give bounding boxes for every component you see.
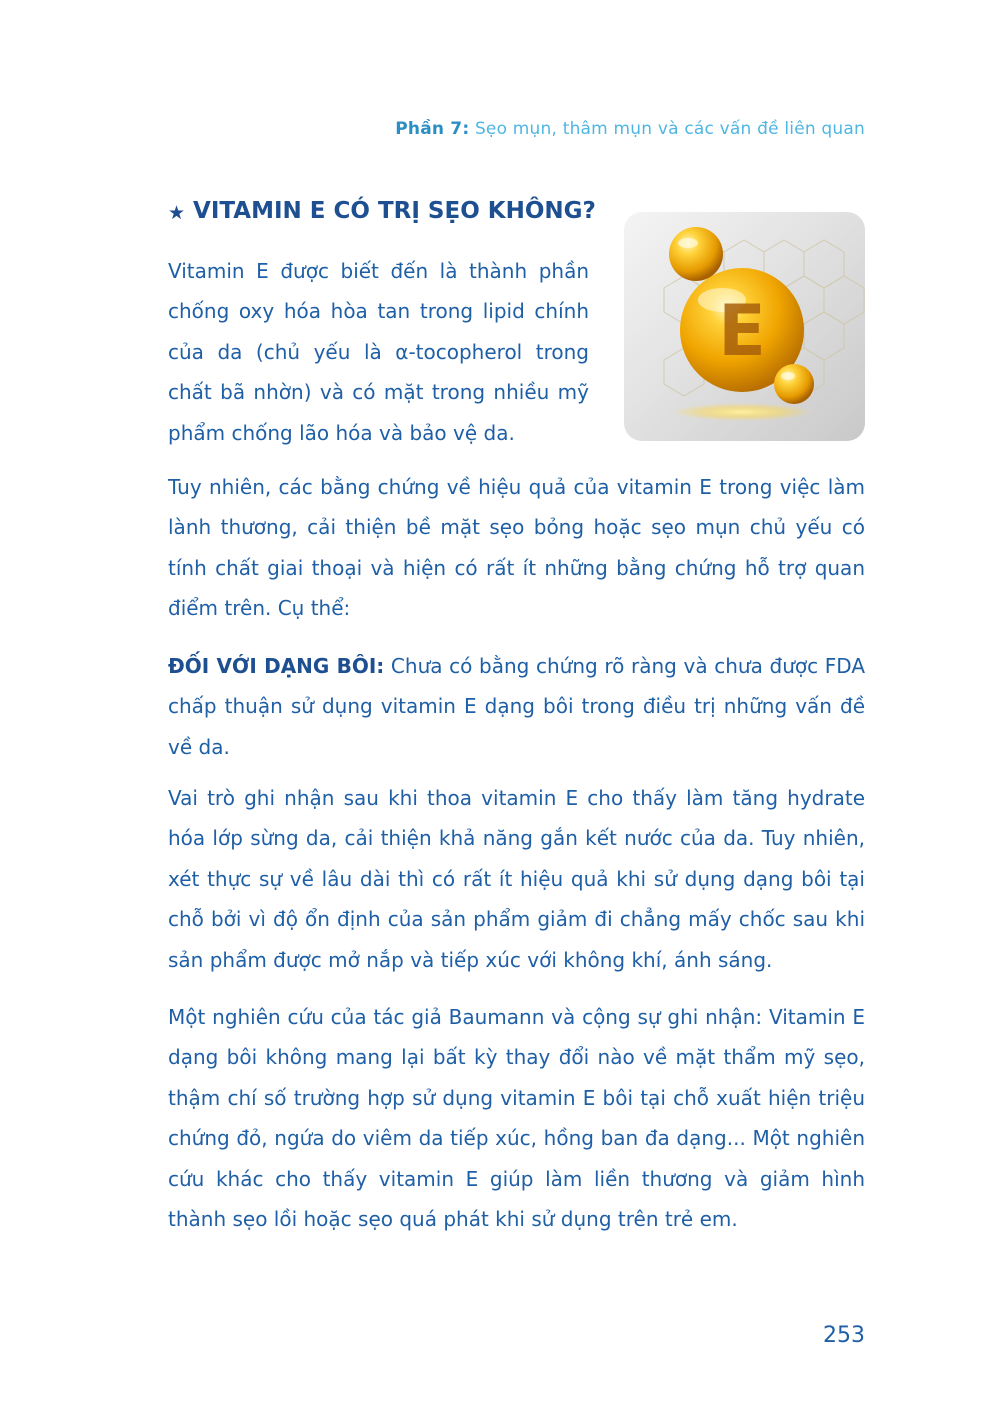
paragraph-evidence: Tuy nhiên, các bằng chứng về hiệu quả của vitamin E trong việc làm lành thương, cải thiện bề mặt sẹo bỏng hoặc sẹo mụn chủ yếu có tính chất giai thoại và hiện có rất ít những bằng chứng hỗ trợ quan điểm trên. Cụ thể: xyxy=(168,475,865,621)
header-part-label: Phần 7: xyxy=(395,119,470,139)
paragraph-intro: Vitamin E được biết đến là thành phần chống oxy hóa hòa tan trong lipid chính của da (chủ yếu là α-tocopherol trong chất bã nhờn) và có mặt trong nhiều mỹ phẩm chống lão hóa và bảo vệ da. xyxy=(168,259,589,445)
star-icon: ★ xyxy=(168,202,186,224)
paragraph-hydration: Vai trò ghi nhận sau khi thoa vitamin E cho thấy làm tăng hydrate hóa lớp sừng da, cải thiện khả năng gắn kết nước của da. Tuy nhiên, xét thực sự về lâu dài thì có rất ít hiệu quả khi sử dụng dạng bôi tại chỗ bởi vì độ ổn định của sản phẩm giảm đi chẳng mấy chốc sau khi sản phẩm được mở nắp và tiếp xúc với không khí, ánh sáng. xyxy=(168,786,865,972)
section-title-text: VITAMIN E CÓ TRỊ SẸO KHÔNG? xyxy=(193,198,596,224)
paragraph-topical xyxy=(168,646,865,767)
paragraph-study: Một nghiên cứu của tác giả Baumann và cộng sự ghi nhận: Vitamin E dạng bôi không mang lại bất kỳ thay đổi nào về mặt thẩm mỹ sẹo, thậm chí số trường hợp sử dụng vitamin E bôi tại chỗ xuất hiện triệu chứng đỏ, ngứa do viêm da tiếp xúc, hồng ban đa dạng... Một nghiên cứu khác cho thấy vitamin E giúp làm liền thương và giảm hình thành sẹo lồi hoặc sẹo quá phát khi sử dụng trên trẻ em. xyxy=(168,1005,865,1232)
topical-label: ĐỐI VỚI DẠNG BÔI: xyxy=(168,654,385,678)
section-title xyxy=(168,198,596,224)
topical-text: Chưa có bằng chứng rõ ràng và chưa được FDA chấp thuận sử dụng vitamin E dạng bôi trong điều trị những vấn đề về da. xyxy=(168,654,866,759)
vitamin-e-illustration xyxy=(624,212,865,441)
page-number: 253 xyxy=(823,1323,865,1348)
vitamin-letter: E xyxy=(718,290,766,372)
running-header xyxy=(395,119,865,139)
header-part-title: Sẹo mụn, thâm mụn và các vấn đề liên quan xyxy=(474,119,865,139)
vitamin-e-capsule-icon xyxy=(624,212,865,441)
